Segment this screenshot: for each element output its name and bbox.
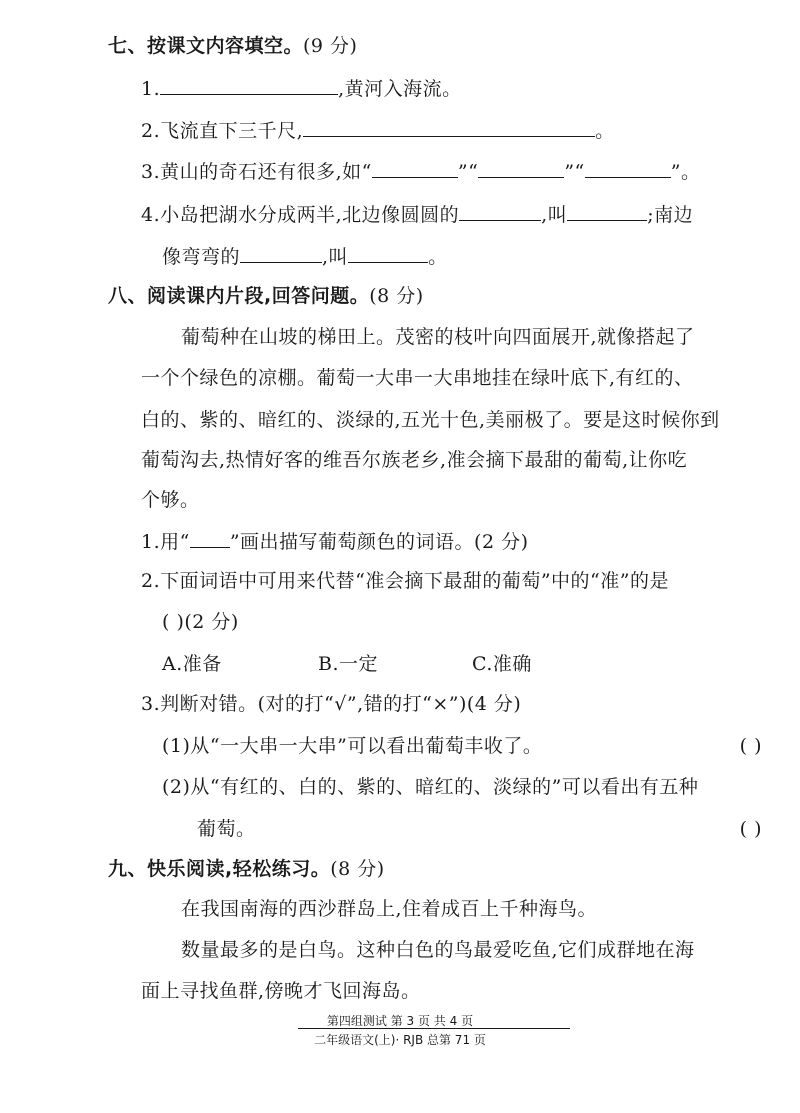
- sec7-question-1: 1. ,黄河入海流。: [141, 78, 462, 100]
- sec7-question-4-line1: 4.小岛把湖水分成两半,北边像圆圆的 ,叫 ;南边: [141, 204, 694, 226]
- passage-line-3: 白的、紫的、暗红的、淡绿的,五光十色,美丽极了。要是这时候你到: [141, 409, 720, 431]
- passage-line-2: 一个个绿色的凉棚。葡萄一大串一大串地挂在绿叶底下,有红的、: [141, 367, 694, 389]
- answer-blank[interactable]: [348, 244, 428, 263]
- passage-line-1: 葡萄种在山坡的梯田上。茂密的枝叶向四面展开,就像搭起了: [181, 326, 695, 348]
- answer-blank[interactable]: [459, 202, 541, 221]
- sec9-paragraph-2-line2: 面上寻找鱼群,傍晚才飞回海岛。: [141, 980, 421, 1002]
- sec8-question-3: 3.判断对错。(对的打“√”,错的打“×”)(4 分): [141, 693, 522, 715]
- judgement-1: (1)从“一大串一大串”可以看出葡萄丰收了。: [162, 735, 543, 757]
- sec7-question-4-line2: 像弯弯的 ,叫 。: [162, 246, 448, 268]
- sec8-question-2-line2: ( )(2 分): [162, 611, 239, 633]
- section-7-title: 七、按课文内容填空。(9 分): [108, 35, 358, 57]
- option-c[interactable]: C.准确: [472, 653, 532, 675]
- answer-blank[interactable]: [240, 244, 322, 263]
- passage-line-4: 葡萄沟去,热情好客的维吾尔族老乡,准会摘下最甜的葡萄,让你吃: [141, 449, 688, 471]
- footer-divider: [298, 1028, 570, 1029]
- answer-blank[interactable]: [478, 159, 564, 178]
- judgement-2-line2: 葡萄。: [197, 818, 256, 840]
- answer-blank[interactable]: [303, 118, 595, 137]
- sec8-question-2-line1: 2.下面词语中可用来代替“准会摘下最甜的葡萄”中的“准”的是: [141, 570, 669, 592]
- answer-blank[interactable]: [160, 76, 338, 95]
- sec7-question-3: 3.黄山的奇石还有很多,如“ ”“ ”“ ”。: [141, 161, 701, 183]
- footer-book-info: 二年级语文(上)· RJB 总第 71 页: [314, 1033, 486, 1047]
- sec8-question-1: 1.用“ ”画出描写葡萄颜色的词语。(2 分): [141, 531, 529, 553]
- underline-mark: [190, 529, 230, 548]
- section-8-title: 八、阅读课内片段,回答问题。(8 分): [108, 285, 424, 307]
- section-9-title: 九、快乐阅读,轻松练习。(8 分): [108, 858, 385, 880]
- judgement-2-line1: (2)从“有红的、白的、紫的、暗红的、淡绿的”可以看出有五种: [162, 776, 699, 798]
- option-a[interactable]: A.准备: [162, 653, 222, 675]
- sec9-paragraph-2-line1: 数量最多的是白鸟。这种白色的鸟最爱吃鱼,它们成群地在海: [181, 939, 695, 961]
- judgement-2-answer-box[interactable]: ( ): [739, 818, 762, 840]
- sec9-paragraph-1: 在我国南海的西沙群岛上,住着成百上千种海鸟。: [181, 898, 598, 920]
- answer-blank[interactable]: [372, 159, 458, 178]
- option-b[interactable]: B.一定: [318, 653, 379, 675]
- passage-line-5: 个够。: [141, 489, 200, 511]
- answer-blank[interactable]: [585, 159, 671, 178]
- footer-page-info: 第四组测试 第 3 页 共 4 页: [326, 1014, 474, 1028]
- answer-blank[interactable]: [567, 202, 647, 221]
- sec7-question-2: 2.飞流直下三千尺, 。: [141, 120, 615, 142]
- judgement-1-answer-box[interactable]: ( ): [739, 735, 762, 757]
